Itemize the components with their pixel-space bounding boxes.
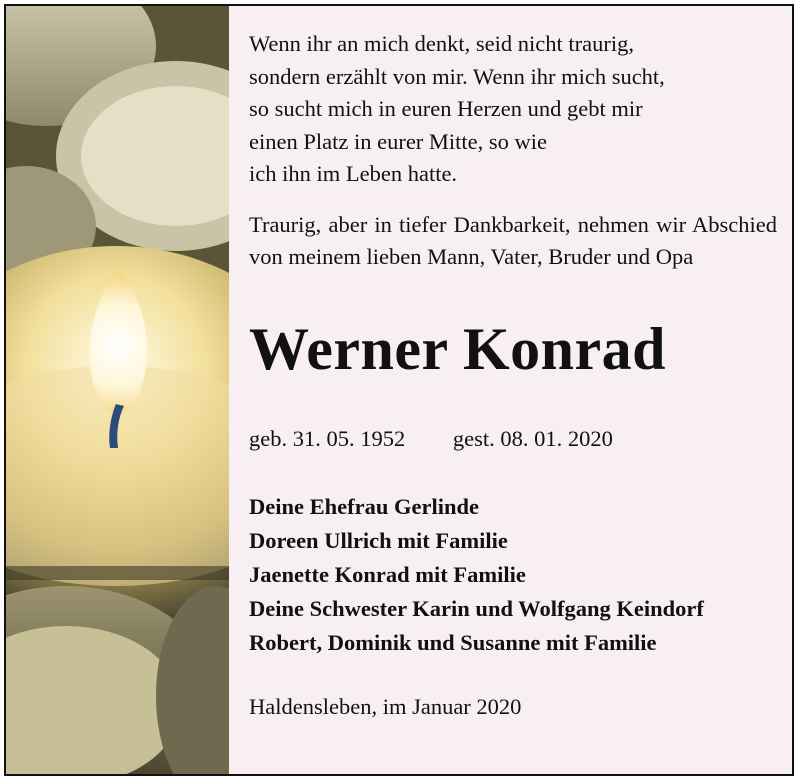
farewell-intro: Traurig, aber in tiefer Dankbarkeit, nehmen wir Abschied von meinem lieben Mann, Vater, Bruder und Opa	[249, 211, 777, 269]
deceased-name: Werner Konrad	[249, 315, 667, 382]
mourners-list	[249, 490, 777, 660]
candle-photo-icon	[6, 6, 229, 774]
place-and-date: Haldensleben, im Januar 2020	[249, 693, 522, 719]
mourner: Doreen Ullrich mit Familie	[249, 527, 508, 553]
obituary-notice	[4, 4, 794, 776]
life-dates	[249, 424, 777, 454]
candle-photo	[6, 6, 229, 774]
poem-line: einen Platz in eurer Mitte, so wie	[249, 128, 548, 154]
poem-line: sondern erzählt von mir. Wenn ihr mich sucht,	[249, 63, 665, 89]
poem-line: so sucht mich in euren Herzen und gebt mir	[249, 96, 643, 121]
mourner: Deine Ehefrau Gerlinde	[249, 493, 479, 519]
mourner: Jaenette Konrad mit Familie	[249, 561, 526, 587]
poem	[249, 28, 777, 191]
mourner: Deine Schwester Karin und Wolfgang Keindorf	[249, 595, 704, 621]
death-date: gest. 08. 01. 2020	[452, 425, 613, 451]
poem-line: Wenn ihr an mich denkt, seid nicht traurig,	[249, 31, 634, 56]
poem-line: ich ihn im Leben hatte.	[249, 161, 458, 186]
birth-date: geb. 31. 05. 1952	[249, 425, 406, 451]
notice-text	[249, 28, 777, 722]
mourner: Robert, Dominik und Susanne mit Familie	[249, 629, 657, 655]
